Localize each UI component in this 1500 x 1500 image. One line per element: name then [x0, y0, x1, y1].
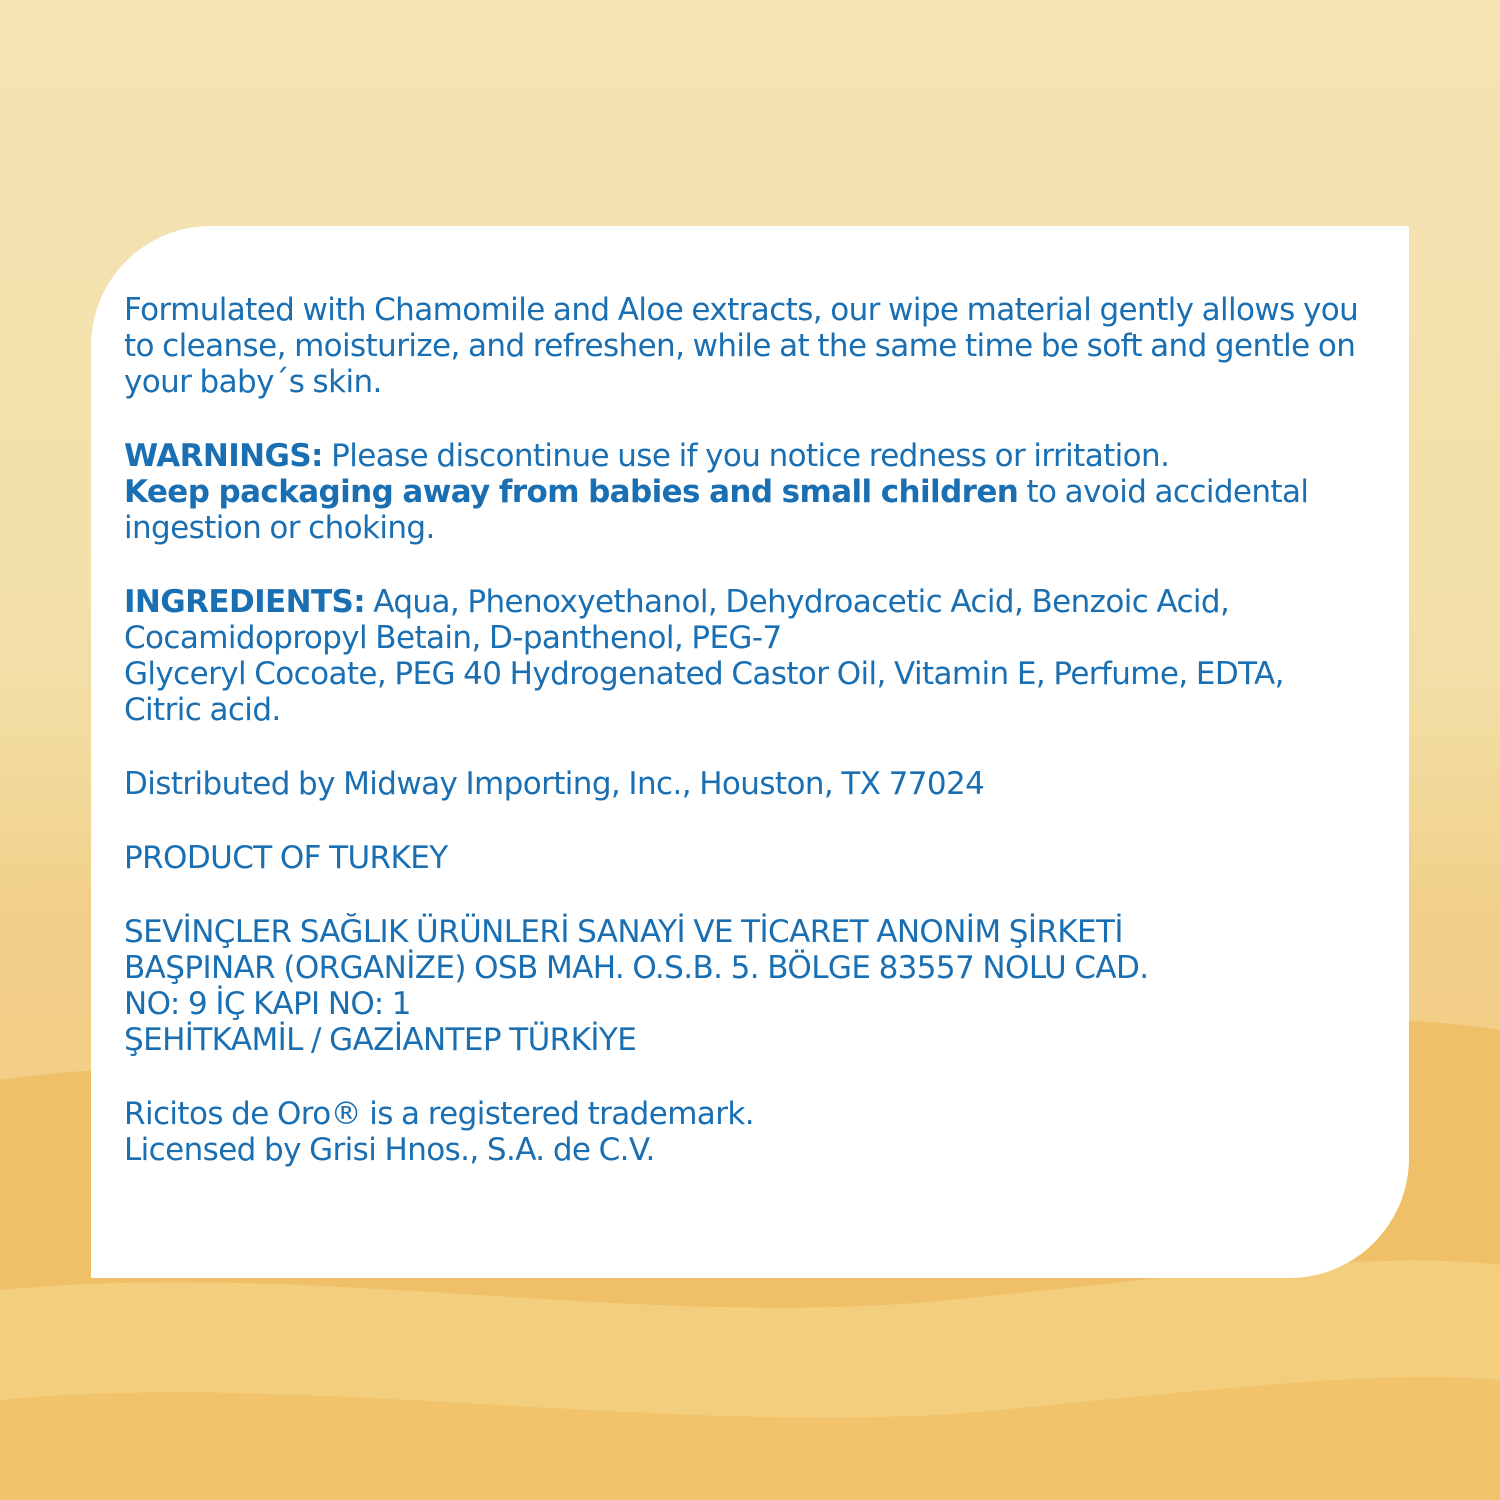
- trademark-line-1: Ricitos de Oro® is a registered trademark.: [124, 1096, 754, 1132]
- trademark-notice: [124, 1096, 1369, 1168]
- manufacturer-line-1: SEVİNÇLER SAĞLIK ÜRÜNLERİ SANAYİ VE TİCARET ANONİM ŞİRKETİ: [124, 914, 1123, 950]
- warnings-bold-phrase: Keep packaging away from babies and small children: [124, 474, 1019, 510]
- trademark-line-2: Licensed by Grisi Hnos., S.A. de C.V.: [124, 1132, 655, 1168]
- warnings-label: WARNINGS:: [124, 438, 323, 474]
- manufacturer-address: [124, 914, 1369, 1058]
- origin-line: PRODUCT OF TURKEY: [124, 840, 448, 876]
- manufacturer-line-2: BAŞPINAR (ORGANİZE) OSB MAH. O.S.B. 5. BÖLGE 83557 NOLU CAD.: [124, 950, 1149, 986]
- ingredients-label: INGREDIENTS:: [124, 584, 366, 620]
- warnings-paragraph: [124, 438, 1369, 546]
- warnings-text: Please discontinue use if you notice redness or irritation.: [322, 438, 1170, 474]
- manufacturer-line-3: NO: 9 İÇ KAPI NO: 1: [124, 986, 411, 1022]
- intro-paragraph: Formulated with Chamomile and Aloe extracts, our wipe material gently allows you to cleanse, moisturize, and refreshen, while at the same time be soft and gentle on your baby´s skin.: [124, 292, 1359, 400]
- info-panel: [91, 226, 1409, 1278]
- warnings-text-continued: to avoid accidental ingestion or choking.: [124, 474, 1309, 546]
- ingredients-paragraph: [124, 584, 1369, 728]
- manufacturer-line-4: ŞEHİTKAMİL / GAZİANTEP TÜRKİYE: [124, 1022, 637, 1058]
- ingredients-text: Aqua, Phenoxyethanol, Dehydroacetic Acid, Benzoic Acid, Cocamidopropyl Betain, D-panthenol, PEG-7 Glyceryl Cocoate, PEG 40 Hydrogenated Castor Oil, Vitamin E, Perfume, EDTA, Citric acid.: [124, 584, 1284, 728]
- distributor-line: Distributed by Midway Importing, Inc., Houston, TX 77024: [124, 766, 985, 802]
